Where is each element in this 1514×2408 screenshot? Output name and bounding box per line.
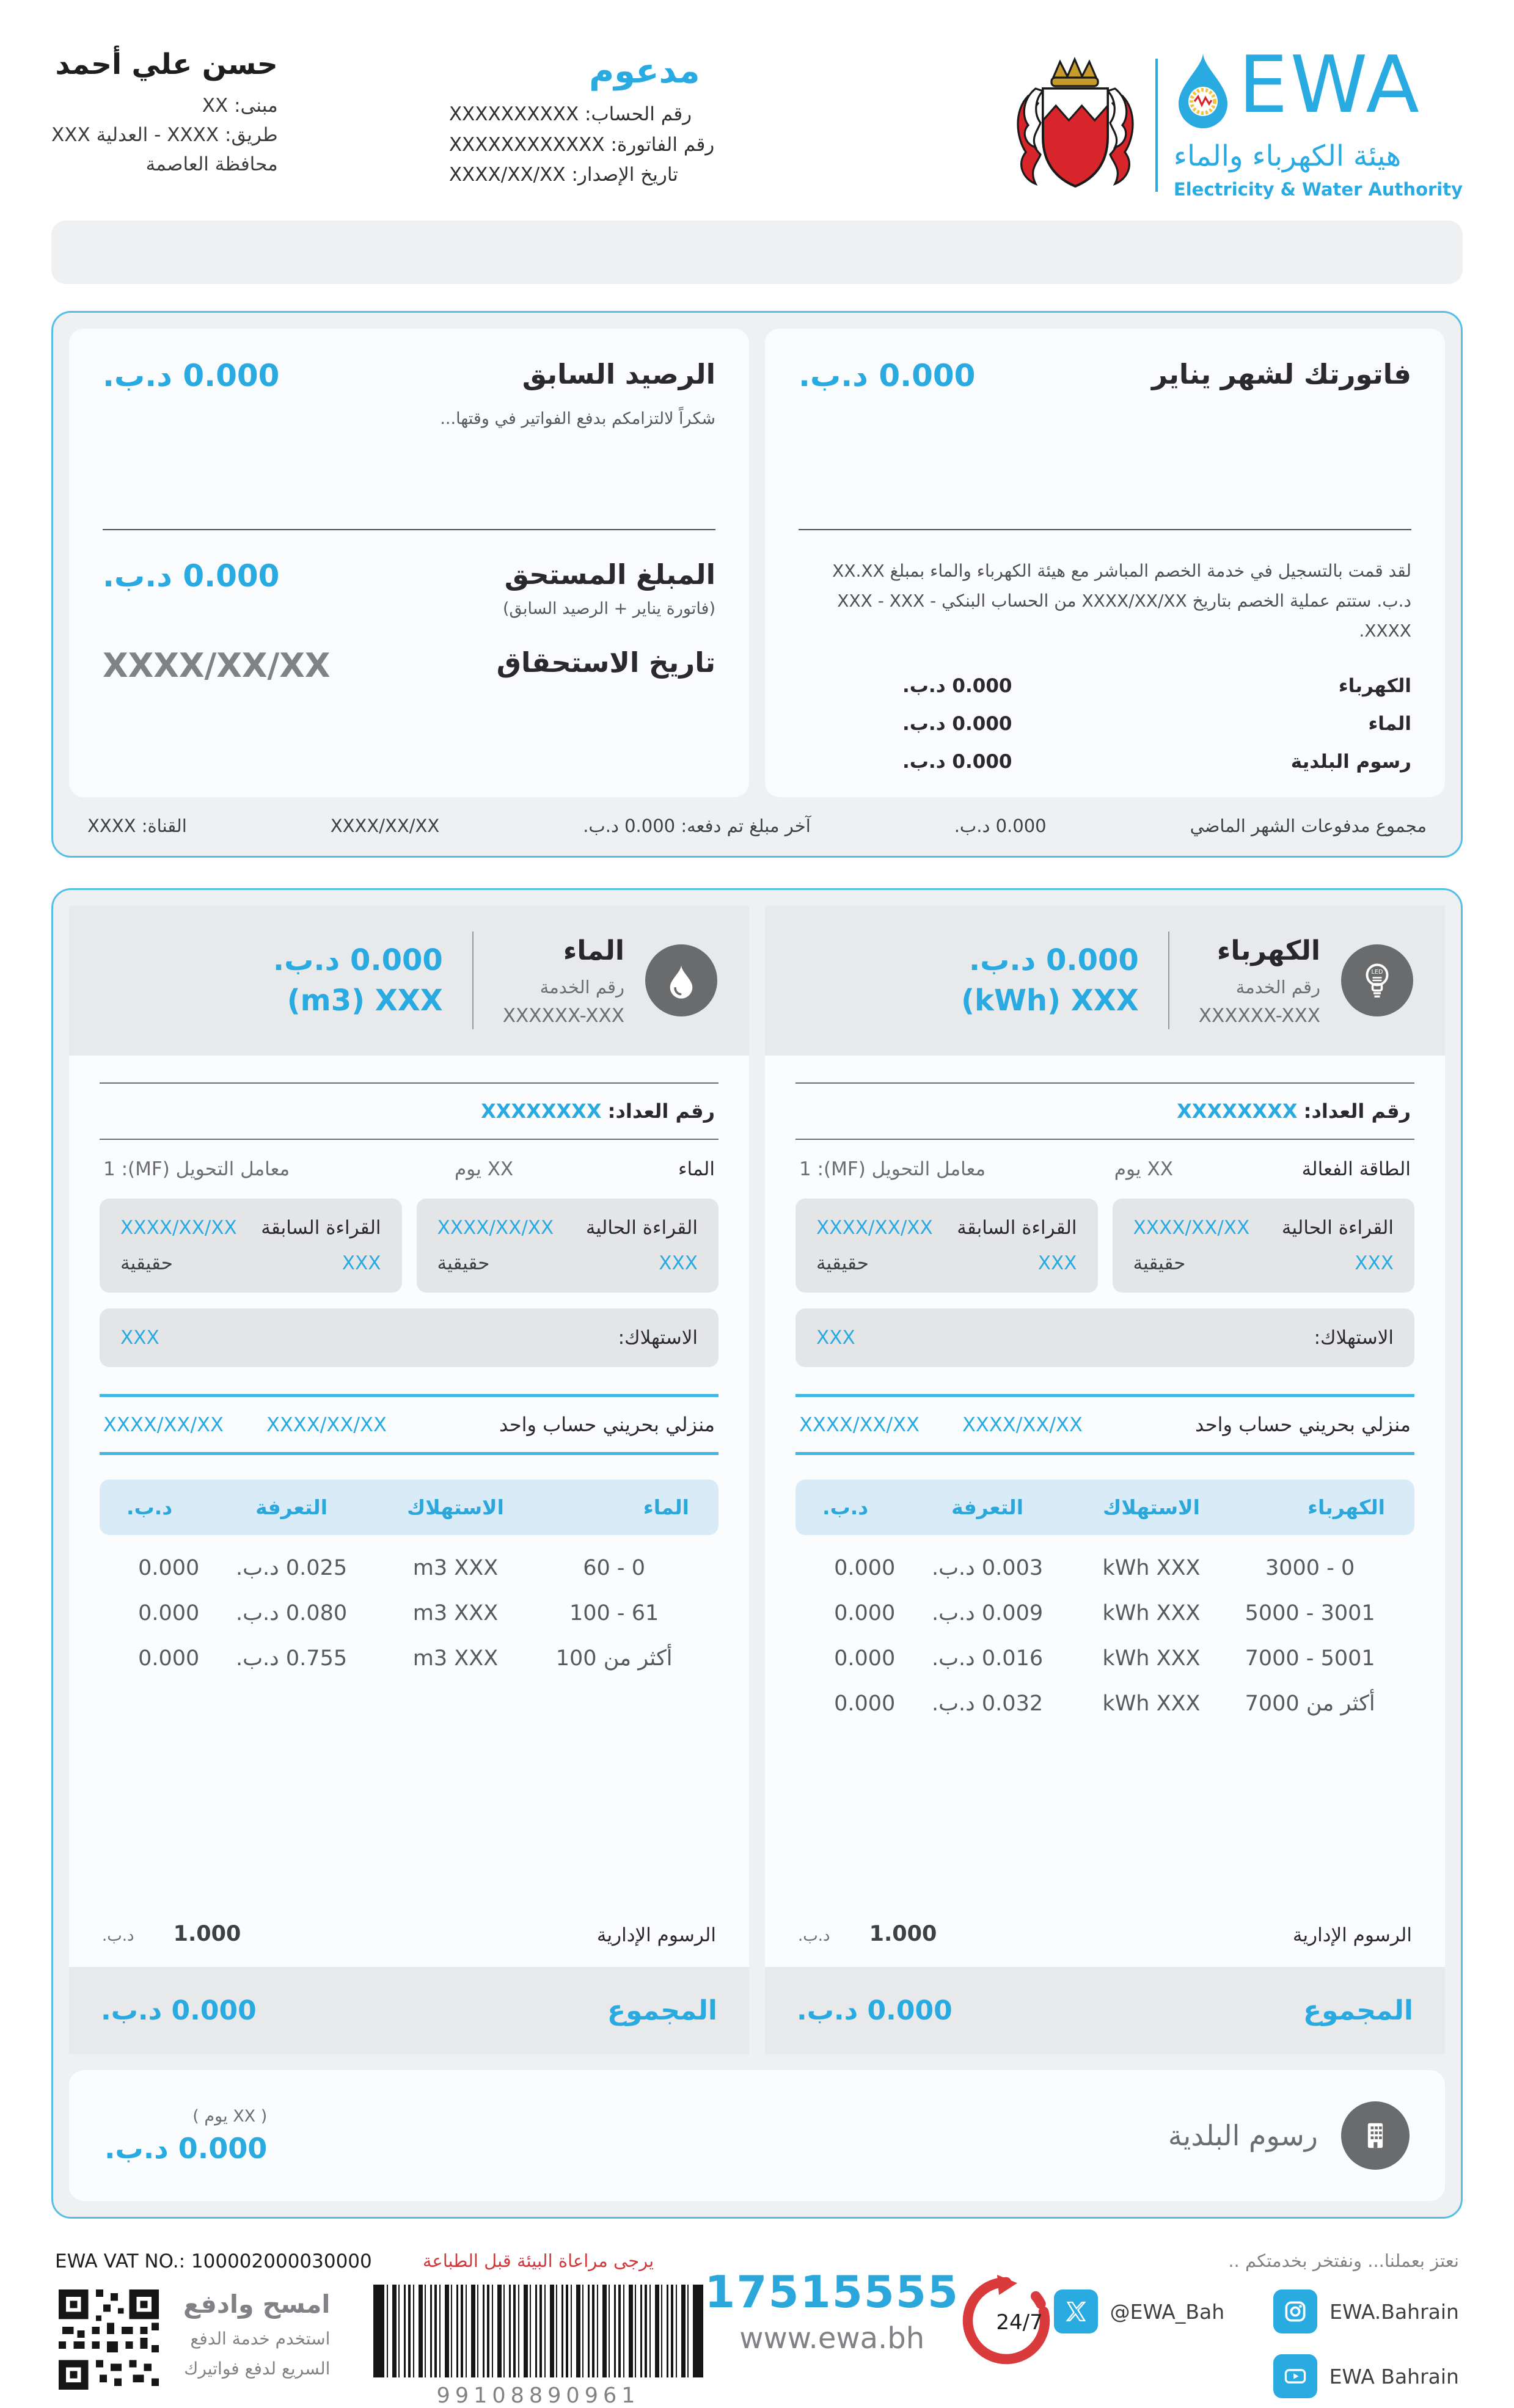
breakdown-value: 0.000 د.ب. — [902, 713, 1012, 735]
billing-days: XX يوم — [454, 1158, 514, 1180]
period-to: XXXX/XX/XX — [103, 1412, 224, 1436]
breakdown-row-municipality — [902, 751, 1411, 773]
youtube-icon — [1273, 2354, 1317, 2398]
summary-container — [51, 311, 1463, 858]
multiplier-factor: معامل التحويل (MF): 1 — [799, 1158, 986, 1180]
breakdown-row-electricity — [902, 675, 1411, 697]
instagram-icon — [1273, 2289, 1317, 2333]
authority-name-arabic: هيئة الكهرباء والماء — [1173, 139, 1402, 173]
payment-thanks-note: شكراً لالتزامكم بدفع الفواتير في وقتها... — [440, 409, 715, 428]
support-247-icon — [960, 2275, 1052, 2366]
divider — [472, 932, 474, 1029]
barcode — [373, 2285, 703, 2377]
energy-type: الطاقة الفعالة — [1301, 1158, 1411, 1180]
water-title: الماء — [563, 935, 624, 966]
tariff-class-row — [795, 1394, 1414, 1455]
customer-governorate: محافظة العاصمة — [145, 153, 278, 176]
subsidized-badge: مدعوم — [589, 51, 700, 91]
previous-balance-amount: 0.000 د.ب. — [103, 358, 280, 393]
table-row: 3001 - 5000 kWh XXX 0.009 د.ب. 0.000 — [834, 1600, 1375, 1625]
social-label: @EWA_Bah — [1110, 2299, 1225, 2324]
table-row: 5001 - 7000 kWh XXX 0.016 د.ب. 0.000 — [834, 1646, 1375, 1671]
electricity-tariff-table — [795, 1479, 1414, 1716]
scan-pay-line1: استخدم خدمة الدفع — [190, 2329, 331, 2349]
electricity-total: المجموع 0.000 د.ب. — [765, 1967, 1445, 2054]
water-meter-number: رقم العداد: XXXXXXXX — [100, 1082, 719, 1140]
tariff-class: منزلي بحريني حساب واحد — [1195, 1412, 1411, 1436]
social-label: EWA.Bahrain — [1329, 2299, 1459, 2324]
customer-road: طريق: XXXX - العدلية XXX — [51, 124, 278, 147]
issue-date: تاريخ الإصدار: XXXX/XX/XX — [448, 164, 678, 186]
breakdown-label: الماء — [1368, 713, 1411, 735]
scan-pay-title: امسح وادفع — [183, 2289, 331, 2319]
scan-pay-line2: السريع لدفع فواتيرك — [184, 2359, 331, 2379]
divider — [1168, 932, 1169, 1029]
bill-breakdown — [799, 675, 1411, 773]
monthly-bill-card — [765, 329, 1445, 797]
building-icon — [1341, 2101, 1410, 2170]
payment-channel: القناة: XXXX — [87, 815, 187, 836]
services-container — [51, 888, 1463, 2219]
account-info-block — [449, 51, 840, 191]
invoice-number: رقم الفاتورة: XXXXXXXXXXXX — [448, 133, 715, 156]
notice-band — [51, 221, 1463, 284]
account-number: رقم الحساب: XXXXXXXXXX — [448, 103, 692, 125]
breakdown-value: 0.000 د.ب. — [902, 675, 1012, 697]
bill-month-title: فاتورتك لشهر يناير — [1152, 358, 1411, 390]
tariff-class-row — [100, 1394, 719, 1455]
water-drop-logo-icon — [1174, 50, 1232, 131]
direct-debit-note: لقد قمت بالتسجيل في خدمة الخصم المباشر مع هيئة الكهرباء والماء بمبلغ XX.XX د.ب. ستتم عملية الخصم بتاريخ XXXX/XX/XX من الحساب البنكي - XXX - XXX XXXX. — [832, 561, 1411, 641]
last-month-total: 0.000 د.ب. — [954, 815, 1047, 836]
electricity-consumption: (kWh) XXX — [961, 983, 1139, 1018]
consumption-box: الاستهلاك: XXX — [795, 1308, 1414, 1367]
period-from: XXXX/XX/XX — [266, 1412, 387, 1436]
last-month-label: مجموع مدفوعات الشهر الماضي — [1190, 815, 1427, 836]
municipality-title: رسوم البلدية — [1168, 2119, 1318, 2152]
water-meter-info — [100, 1140, 719, 1183]
bahrain-crest-icon — [1011, 52, 1139, 199]
water-tariff-table — [100, 1479, 719, 1671]
header — [51, 40, 1463, 200]
electricity-amount: 0.000 د.ب. — [968, 943, 1139, 978]
current-reading-box: القراءة الحالية XXXX/XX/XX XXX حقيقية — [417, 1199, 719, 1293]
multiplier-factor: معامل التحويل (MF): 1 — [103, 1158, 290, 1180]
electricity-bulb-icon — [1341, 944, 1413, 1016]
electricity-meter-info — [795, 1140, 1414, 1183]
svg-text:LED: LED — [1371, 969, 1383, 976]
amount-due-value: 0.000 د.ب. — [103, 558, 280, 594]
table-row: 61 - 100 m3 XXX 0.080 د.ب. 0.000 — [138, 1600, 659, 1625]
water-total: المجموع 0.000 د.ب. — [69, 1967, 749, 2054]
amount-due-subtitle: (فاتورة يناير + الرصيد السابق) — [502, 599, 715, 618]
support-247-label: 24/7 — [996, 2310, 1043, 2335]
previous-reading-box: القراءة السابقة XXXX/XX/XX XXX حقيقية — [100, 1199, 402, 1293]
barcode-number: 99108890961 — [436, 2384, 640, 2408]
admin-fee-row: الرسوم الإدارية 1.000 د.ب. — [798, 1922, 1412, 1946]
slogan: نعتز بعملنا... ونفتخر بخدمتكم .. — [1228, 2250, 1459, 2271]
amount-due-title: المبلغ المستحق — [504, 558, 715, 591]
phone-number[interactable]: 17515555 — [704, 2266, 960, 2318]
social-block — [1054, 2250, 1459, 2398]
eco-note: يرجى مراعاة البيئة قبل الطباعة — [422, 2250, 654, 2271]
electricity-header — [765, 906, 1445, 1056]
table-header: الماء الاستهلاك التعرفة د.ب. — [100, 1479, 719, 1535]
youtube-account[interactable] — [1273, 2354, 1459, 2398]
contact-block — [704, 2266, 959, 2355]
consumption-box: الاستهلاك: XXX — [100, 1308, 719, 1367]
breakdown-row-water — [902, 713, 1411, 735]
instagram-account[interactable] — [1273, 2289, 1459, 2333]
service-number-value: XXXXXX-XXX — [502, 1004, 624, 1027]
qr-code — [55, 2286, 163, 2396]
water-panel — [69, 906, 749, 2054]
electricity-title: الكهرباء — [1216, 935, 1320, 966]
customer-building: مبنى: XX — [202, 95, 278, 117]
table-row: 0 - 3000 kWh XXX 0.003 د.ب. 0.000 — [834, 1555, 1355, 1580]
barcode-block — [373, 2250, 703, 2408]
current-reading-box: القراءة الحالية XXXX/XX/XX XXX حقيقية — [1113, 1199, 1415, 1293]
admin-fee-row: الرسوم الإدارية 1.000 د.ب. — [102, 1922, 716, 1946]
electricity-meter-number: رقم العداد: XXXXXXXX — [795, 1082, 1414, 1140]
breakdown-label: رسوم البلدية — [1290, 751, 1411, 773]
last-payment-amount: آخر مبلغ تم دفعه: 0.000 د.ب. — [583, 815, 811, 836]
period-from: XXXX/XX/XX — [962, 1412, 1083, 1436]
table-row: أكثر من 100 m3 XXX 0.755 د.ب. 0.000 — [138, 1646, 673, 1671]
social-label: EWA Bahrain — [1329, 2364, 1459, 2388]
tariff-class: منزلي بحريني حساب واحد — [499, 1412, 715, 1436]
divider — [103, 529, 715, 530]
municipality-days: ( XX يوم ) — [192, 2106, 268, 2126]
service-type: الماء — [678, 1158, 715, 1180]
service-number-label: رقم الخدمة — [1235, 976, 1320, 998]
breakdown-value: 0.000 د.ب. — [902, 751, 1012, 773]
customer-name: حسن علي أحمد — [55, 48, 278, 81]
bill-month-amount: 0.000 د.ب. — [799, 358, 976, 393]
service-number-value: XXXXXX-XXX — [1198, 1004, 1320, 1027]
vat-number: EWA VAT NO.: 100002000030000 — [55, 2250, 372, 2272]
municipality-card — [69, 2070, 1445, 2201]
water-header — [69, 906, 749, 1056]
table-row: 0 - 60 m3 XXX 0.025 د.ب. 0.000 — [138, 1555, 645, 1580]
x-twitter-icon — [1054, 2289, 1098, 2333]
previous-reading-box: القراءة السابقة XXXX/XX/XX XXX حقيقية — [795, 1199, 1098, 1293]
billing-days: XX يوم — [1114, 1158, 1173, 1180]
table-row: أكثر من 7000 kWh XXX 0.032 د.ب. 0.000 — [834, 1691, 1375, 1716]
logo-divider — [1155, 59, 1158, 192]
balance-card — [69, 329, 749, 797]
divider — [799, 529, 1411, 530]
period-to: XXXX/XX/XX — [799, 1412, 920, 1436]
ewa-wordmark: EWA — [1238, 40, 1422, 131]
table-header: الكهرباء الاستهلاك التعرفة د.ب. — [795, 1479, 1414, 1535]
ewa-logo — [1011, 40, 1463, 200]
municipality-amount: 0.000 د.ب. — [104, 2131, 268, 2165]
due-date-title: تاريخ الاستحقاق — [496, 646, 715, 679]
scan-and-pay-block — [55, 2250, 372, 2396]
service-number-label: رقم الخدمة — [539, 976, 624, 998]
last-month-strip — [69, 797, 1445, 840]
water-drop-icon — [645, 944, 717, 1016]
customer-block — [51, 48, 278, 179]
previous-balance-title: الرصيد السابق — [522, 358, 715, 390]
website-link[interactable]: www.ewa.bh — [739, 2321, 925, 2355]
x-twitter-account[interactable] — [1054, 2289, 1225, 2333]
water-amount: 0.000 د.ب. — [272, 943, 443, 978]
authority-name-english: Electricity & Water Authority — [1173, 179, 1463, 200]
due-date-value: XXXX/XX/XX — [103, 646, 331, 685]
electricity-panel — [765, 906, 1445, 2054]
water-consumption: (m3) XXX — [287, 983, 443, 1018]
last-payment-date: XXXX/XX/XX — [330, 815, 440, 836]
footer — [51, 2250, 1463, 2408]
breakdown-label: الكهرباء — [1338, 675, 1411, 697]
